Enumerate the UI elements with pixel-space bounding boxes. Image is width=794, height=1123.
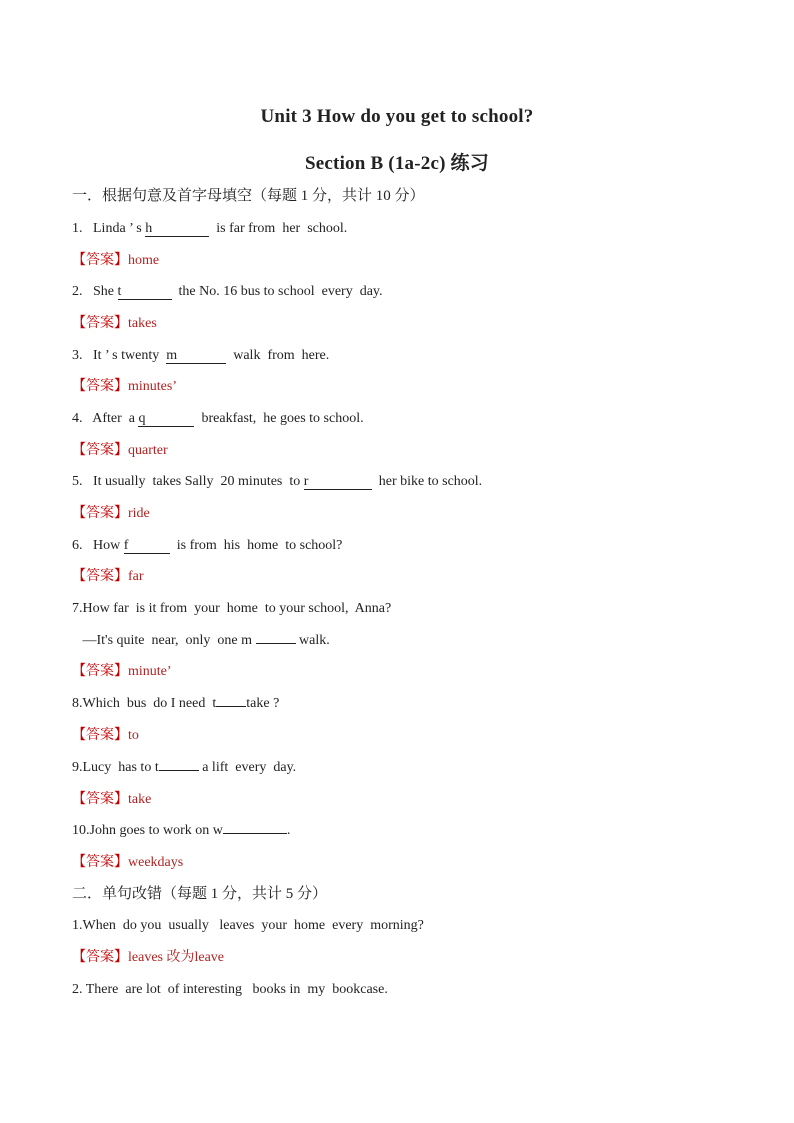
answer-tag: 【答案】 (72, 253, 128, 268)
question-text: 8.Which bus do I need t (72, 696, 217, 711)
answer-value: leaves 改为leave (128, 950, 225, 965)
answer-6 (72, 567, 144, 587)
answer-blank: q (138, 411, 194, 427)
answer-tag: 【答案】 (72, 443, 128, 458)
question-text: 1. Linda ’ s (72, 221, 146, 236)
answer-tag: 【答案】 (72, 664, 128, 679)
answer-value: home (128, 253, 160, 268)
question-text: 7.How far is it from your home to your school, Anna? (72, 601, 392, 616)
question-5 (72, 472, 482, 492)
question-text: take ? (246, 696, 280, 711)
answer-value: ride (128, 506, 150, 521)
answer-tag: 【答案】 (72, 506, 128, 521)
question-text: —It's quite near, only one m (72, 633, 256, 648)
answer-blank: h (145, 221, 209, 237)
question-text: 6. How (72, 538, 124, 553)
answer-3 (72, 377, 177, 397)
answer-blank: f (124, 538, 170, 554)
question-text: her bike to school. (371, 474, 483, 489)
question-6 (72, 536, 342, 556)
question-1 (72, 219, 347, 239)
question-text: 2. There are lot of interesting books in my bookcase. (72, 982, 388, 997)
question-text: 10.John goes to work on w (72, 823, 223, 838)
answer-2 (72, 314, 157, 334)
question-text: is far from her school. (209, 221, 348, 236)
question-10 (72, 821, 290, 841)
answer-7 (72, 662, 172, 682)
answer-blank (216, 706, 246, 707)
question-text: 2. She (72, 284, 118, 299)
answer-tag: 【答案】 (72, 855, 128, 870)
answer-tag: 【答案】 (72, 728, 128, 743)
answer-value: takes (128, 316, 157, 331)
question-text: 1.When do you usually leaves your home every morning? (72, 918, 424, 933)
question-9 (72, 758, 296, 778)
answer-1 (72, 251, 159, 271)
answer-value: weekdays (128, 855, 184, 870)
answer-5 (72, 504, 150, 524)
answer-value: minutes’ (128, 379, 177, 394)
answer-value: to (128, 728, 139, 743)
question-text: walk from here. (226, 348, 330, 363)
answer-tag: 【答案】 (72, 316, 128, 331)
answer-tag: 【答案】 (72, 950, 128, 965)
answer-value: far (128, 569, 144, 584)
section2-heading: 二．单句改错（每题 1 分，共计 5 分） (72, 886, 328, 902)
answer-blank: m (166, 348, 226, 364)
question-2 (72, 282, 383, 302)
question-text: the No. 16 bus to school every day. (171, 284, 383, 299)
answer-9 (72, 790, 151, 810)
answer-value: minute’ (128, 664, 172, 679)
question-text: a lift every day. (198, 760, 297, 775)
answer-8 (72, 726, 139, 746)
answer-blank (223, 833, 287, 834)
question-text: . (286, 823, 291, 838)
question-4 (72, 409, 364, 429)
question-text: 5. It usually takes Sally 20 minutes to (72, 474, 304, 489)
page-title: Unit 3 How do you get to school? (260, 106, 534, 127)
answer-blank: t (118, 284, 172, 300)
correction-2 (72, 980, 388, 1000)
question-text: walk. (295, 633, 330, 648)
question-7 (72, 599, 391, 619)
question-text: 4. After a (72, 411, 139, 426)
answer-blank: r (304, 474, 372, 490)
answer-tag: 【答案】 (72, 569, 128, 584)
answer-value: quarter (128, 443, 168, 458)
question-text: 3. It ’ s twenty (72, 348, 167, 363)
answer-tag: 【答案】 (72, 792, 128, 807)
answer-tag: 【答案】 (72, 379, 128, 394)
answer-value: take (128, 792, 152, 807)
answer-10 (72, 853, 183, 873)
correction-answer-1 (72, 948, 224, 968)
question-text: 9.Lucy has to t (72, 760, 159, 775)
question-text: breakfast, he goes to school. (194, 411, 364, 426)
question-8 (72, 694, 279, 714)
section1-heading: 一．根据句意及首字母填空（每题 1 分，共计 10 分） (72, 188, 425, 204)
answer-blank (159, 770, 199, 771)
answer-blank (256, 643, 296, 644)
page-subtitle: Section B (1a-2c) 练习 (305, 153, 489, 174)
correction-1 (72, 916, 424, 936)
question-text: is from his home to school? (169, 538, 343, 553)
answer-4 (72, 441, 168, 461)
question-7-reply (72, 631, 330, 651)
question-3 (72, 346, 329, 366)
